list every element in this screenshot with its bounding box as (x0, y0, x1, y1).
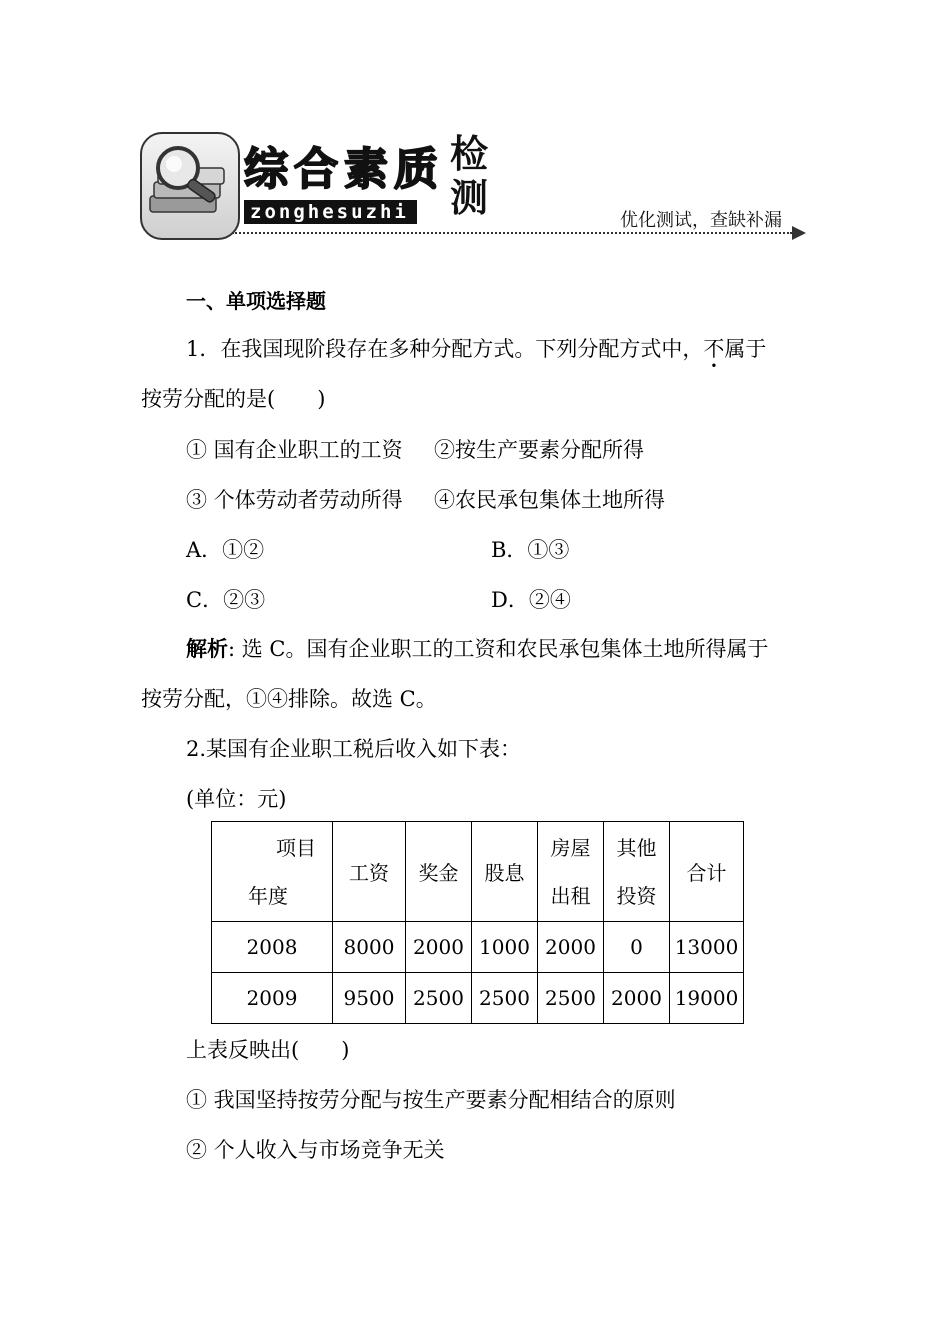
header-other (604, 822, 670, 922)
cell: 2500 (472, 973, 538, 1024)
header-rent-line1: 房屋 (550, 835, 591, 860)
header-total: 合计 (670, 822, 744, 922)
table-header-corner (212, 822, 333, 922)
q1-analysis-line2: 按劳分配，①④排除。故选 C。 (141, 687, 437, 711)
header-rent-line2: 出租 (550, 883, 591, 908)
q1-stem-post: 属于 (724, 337, 767, 361)
table-header-row (212, 822, 744, 922)
header-rent (538, 822, 604, 922)
header-item: 项目 (276, 835, 316, 860)
cell: 2000 (406, 922, 472, 973)
q1-choice-d: D．②④ (491, 588, 571, 612)
banner-pinyin: zonghesuzhi (244, 200, 417, 224)
q1-stem-emphasis: 不 (703, 337, 725, 361)
q1-option-3: ③ 个体劳动者劳动所得 (186, 488, 403, 512)
q1-option-4: ④农民承包集体土地所得 (434, 488, 665, 512)
section-title: 一、单项选择题 (186, 289, 326, 313)
header-other-line2: 投资 (616, 883, 657, 908)
q1-option-2: ②按生产要素分配所得 (434, 438, 644, 462)
header-dividend: 股息 (472, 822, 538, 922)
q2-unit: (单位：元) (186, 787, 287, 811)
q1-option-1: ① 国有企业职工的工资 (186, 438, 403, 462)
q2-item-1: ① 我国坚持按劳分配与按生产要素分配相结合的原则 (186, 1088, 676, 1112)
header-other-line1: 其他 (616, 835, 657, 860)
q2-after-table: 上表反映出( ) (186, 1038, 350, 1062)
cell: 19000 (670, 973, 744, 1024)
q1-stem-line1 (186, 334, 766, 364)
cell: 2500 (538, 973, 604, 1024)
banner-slogan: 优化测试，查缺补漏 (620, 210, 782, 231)
dotted-divider (232, 232, 792, 234)
q1-choice-b: B．①③ (491, 538, 570, 562)
cell: 2500 (406, 973, 472, 1024)
banner-title-side: 检测 (450, 132, 489, 220)
cell: 2008 (212, 922, 333, 973)
section-banner (140, 128, 820, 243)
cell: 2000 (604, 973, 670, 1024)
table-row (212, 973, 744, 1024)
income-table (211, 821, 744, 1024)
cell: 0 (604, 922, 670, 973)
arrow-right-icon (792, 226, 806, 240)
q1-analysis-text1: : 选 C。国有企业职工的工资和农民承包集体土地所得属于 (228, 637, 769, 661)
cell: 13000 (670, 922, 744, 973)
header-wage: 工资 (333, 822, 406, 922)
q2-stem: 2.某国有企业职工税后收入如下表： (186, 737, 522, 761)
banner-title: 综合素质 (244, 144, 444, 195)
cell: 9500 (333, 973, 406, 1024)
cell: 1000 (472, 922, 538, 973)
magnifier-book-icon (140, 132, 240, 240)
cell: 2009 (212, 973, 333, 1024)
table-row (212, 922, 744, 973)
q1-analysis-line1 (186, 634, 769, 664)
cell: 8000 (333, 922, 406, 973)
cell: 2000 (538, 922, 604, 973)
q1-stem-line2: 按劳分配的是( ) (141, 387, 326, 411)
q2-item-2: ② 个人收入与市场竞争无关 (186, 1138, 445, 1162)
q1-stem-pre: 1．在我国现阶段存在多种分配方式。下列分配方式中， (186, 337, 704, 361)
header-year: 年度 (248, 883, 288, 908)
q1-choice-a: A．①② (186, 538, 265, 562)
q1-choice-c: C．②③ (186, 588, 266, 612)
header-bonus: 奖金 (406, 822, 472, 922)
q1-analysis-label: 解析 (186, 637, 228, 661)
